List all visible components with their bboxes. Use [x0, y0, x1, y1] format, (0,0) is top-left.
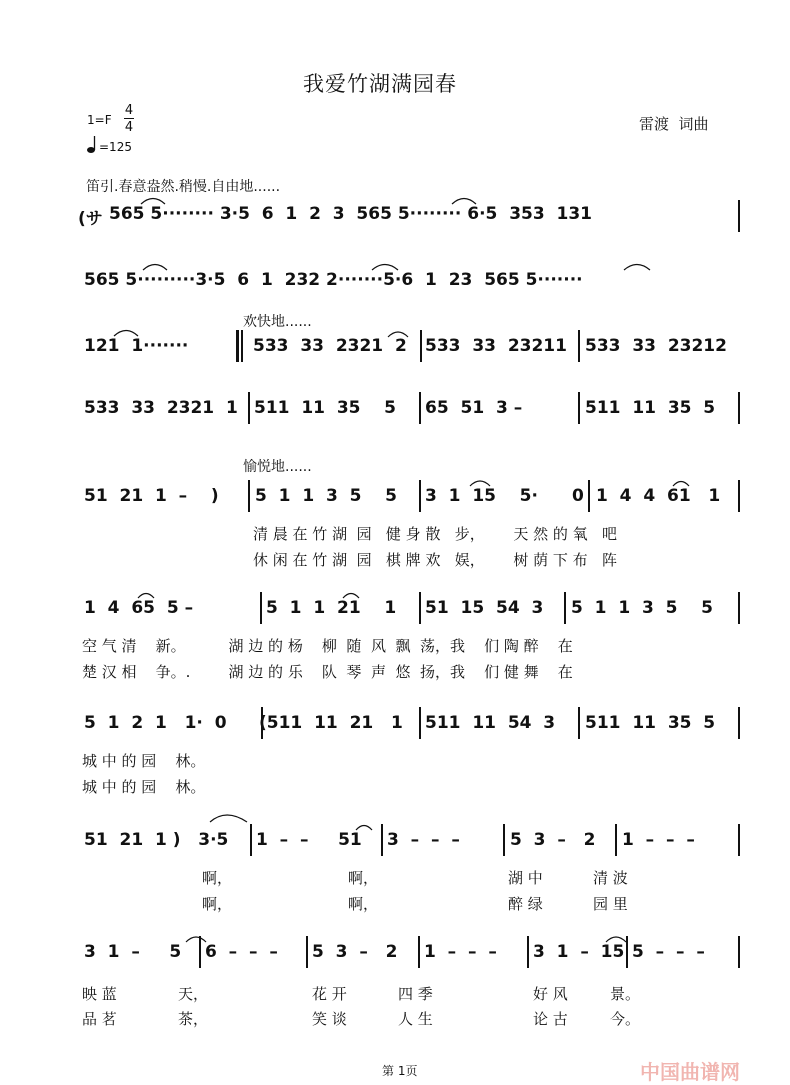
staff-row-6-part-3: 51 15 54 3 — [425, 598, 544, 618]
time-signature-bottom: 4 — [124, 120, 134, 135]
tempo-value: =125 — [99, 140, 132, 154]
lyric-ying-lan: 映 蓝 — [82, 985, 117, 1003]
lyrics-row-7-verse-1: 城 中 的 园 林。 — [82, 752, 206, 770]
staff-row-4-part-2: 511 11 35 5 — [254, 398, 396, 418]
staff-row-7-part-3: 511 11 54 3 — [425, 713, 556, 733]
intro-performance-note: 笛引.春意盎然.稍慢.自由地...... — [86, 179, 281, 195]
staff-row-3-part-2: 533 33 2321 2 — [253, 336, 407, 356]
key-signature: 1=F — [87, 113, 112, 127]
staff-row-9-part-6: 5 – – – — [632, 942, 705, 962]
staff-row-5-part-5: 1 4 4 61 1 — [596, 486, 721, 506]
song-title: 我爱竹湖满园春 — [303, 72, 457, 96]
staff-row-5-part-4: 0 — [572, 486, 584, 506]
lyric-ren-sheng: 人 生 — [398, 1010, 433, 1028]
staff-row-7-part-2: (511 11 21 1 — [259, 713, 403, 733]
lyric-ah-4: 啊， — [348, 895, 379, 913]
staff-row-9-part-4: 1 – – – — [424, 942, 497, 962]
lyric-hao-feng: 好 风 — [533, 985, 568, 1003]
lyrics-row-5-verse-1: 清 晨 在 竹 湖 园 健 身 散 步， 天 然 的 氧 吧 — [253, 525, 617, 543]
staff-row-5-part-2: 5 1 1 3 5 5 — [255, 486, 397, 506]
staff-row-3-part-1: 121 1······· — [84, 336, 189, 356]
staff-row-9-part-5: 3 1 – 15 — [533, 942, 625, 962]
staff-row-1-part-1: (サ — [78, 209, 103, 229]
lyric-cha: 茶， — [178, 1010, 209, 1028]
staff-row-6-part-2: 5 1 1 21 1 — [266, 598, 397, 618]
staff-row-2: 565 5·········3·5 6 1 232 2·······5·6 1 23 565 5······· — [84, 270, 583, 290]
lyrics-row-7-verse-2: 城 中 的 园 林。 — [82, 778, 206, 796]
staff-row-4-part-3: 65 51 3 – — [425, 398, 523, 418]
section-note-joyful: 愉悦地...... — [243, 459, 312, 475]
time-signature-top: 4 — [124, 103, 134, 118]
lyric-yuan-li: 园 里 — [593, 895, 628, 913]
lyric-ah-2: 啊， — [348, 869, 379, 887]
lyric-lun-gu: 论 古 — [533, 1010, 568, 1028]
lyrics-row-6-verse-2: 楚 汉 相 争。. 湖 边 的 乐 队 琴 声 悠 扬，我 们 健 舞 在 — [82, 663, 573, 681]
staff-row-8-part-4: 5 3 – 2 — [510, 830, 596, 850]
lyric-pin-ming: 品 茗 — [82, 1010, 117, 1028]
staff-row-8-part-3: 3 – – – — [387, 830, 460, 850]
section-note-lively: 欢快地...... — [243, 314, 312, 330]
lyrics-row-5-verse-2: 休 闲 在 竹 湖 园 棋 牌 欢 娱， 树 荫 下 布 阵 — [253, 551, 617, 569]
lyric-jin: 今。 — [610, 1010, 641, 1028]
lyric-xiao-tan: 笑 谈 — [312, 1010, 347, 1028]
staff-row-9-part-1: 3 1 – 5 — [84, 942, 182, 962]
staff-row-7-part-4: 511 11 35 5 — [585, 713, 716, 733]
lyric-si-ji: 四 季 — [398, 985, 433, 1003]
staff-row-7-part-1: 5 1 2 1 1· 0 — [84, 713, 227, 733]
lyric-zui-lv: 醉 绿 — [508, 895, 543, 913]
lyric-jing: 景。 — [610, 985, 641, 1003]
staff-row-3-part-3: 533 33 23211 — [425, 336, 567, 356]
lyrics-row-6-verse-1: 空 气 清 新。 湖 边 的 杨 柳 随 风 飘 荡，我 们 陶 醉 在 — [82, 637, 573, 655]
staff-row-4-part-4: 511 11 35 5 — [585, 398, 716, 418]
staff-row-3-part-4: 533 33 23212 — [585, 336, 727, 356]
lyric-ah-3: 啊， — [202, 895, 233, 913]
watermark-text: 中国曲谱网 — [640, 1060, 740, 1084]
staff-row-8-part-5: 1 – – – — [622, 830, 695, 850]
staff-row-6-part-1: 1 4 65 5 – — [84, 598, 194, 618]
staff-row-6-part-4: 5 1 1 3 5 5 — [571, 598, 713, 618]
staff-row-8-part-2: 1 – – 51 — [256, 830, 362, 850]
lyric-ah-1: 啊， — [202, 869, 233, 887]
staff-row-9-part-3: 5 3 – 2 — [312, 942, 398, 962]
lyric-hua-kai: 花 开 — [312, 985, 347, 1003]
lyric-qing-bo: 清 波 — [593, 869, 628, 887]
staff-row-8-part-1: 51 21 1 ) 3·5 — [84, 830, 229, 850]
author-credit: 雷渡 词曲 — [639, 115, 709, 133]
staff-row-9-part-2: 6 – – – — [205, 942, 278, 962]
lyric-tian: 天， — [178, 985, 209, 1003]
lyric-hu-zhong: 湖 中 — [508, 869, 543, 887]
page-number: 第 1页 — [382, 1064, 418, 1078]
staff-row-1-part-2: 565 5········ 3·5 6 1 2 3 565 5········ 6·5 353 131 — [109, 204, 593, 224]
staff-row-5-part-1: 51 21 1 – ) — [84, 486, 219, 506]
staff-row-5-part-3: 3 1 15 5· — [425, 486, 538, 506]
staff-row-4-part-1: 533 33 2321 1 — [84, 398, 238, 418]
